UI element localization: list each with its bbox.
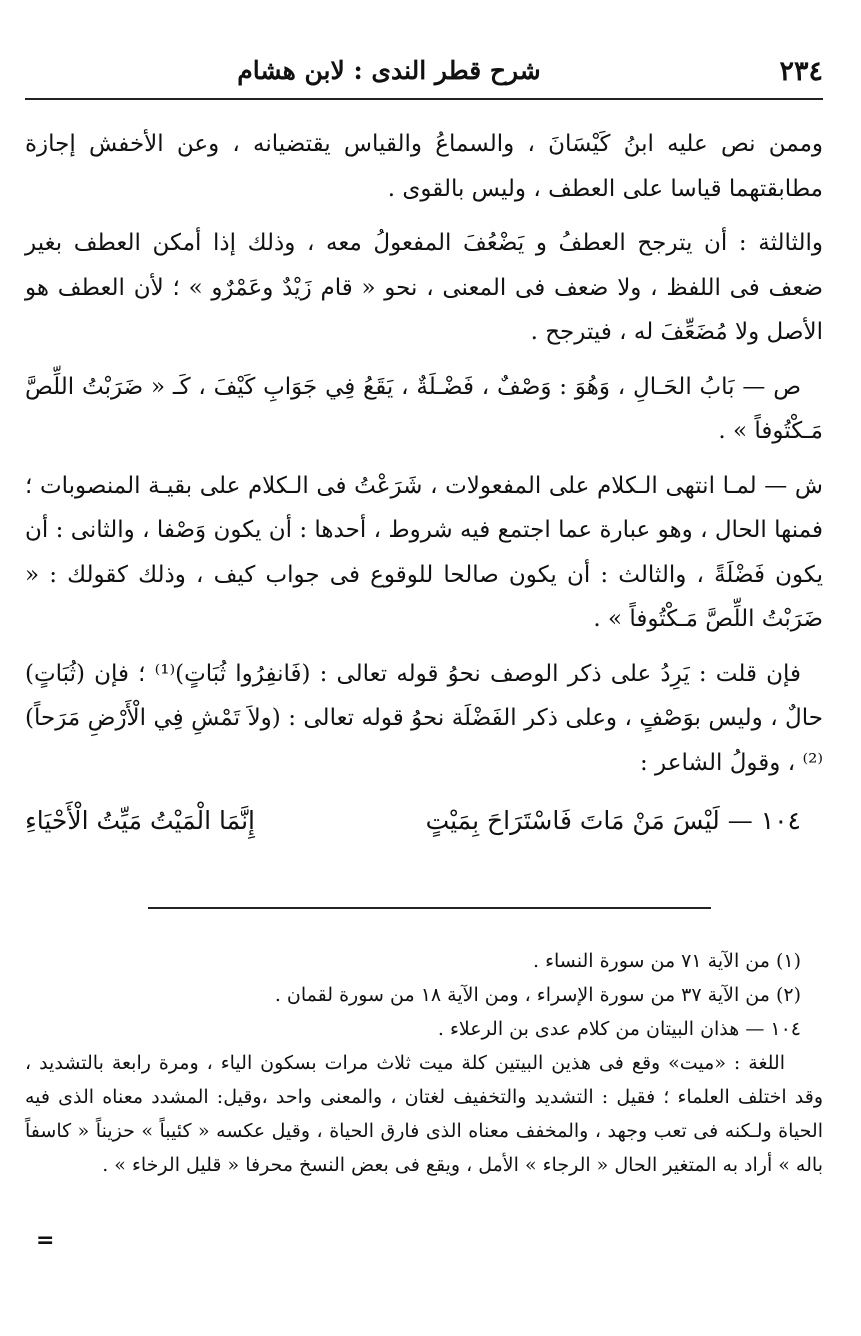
- footnote-verse-source: ١٠٤ — هذان البيتان من كلام عدى بن الرعلاء .: [437, 1018, 801, 1040]
- footnote-1: (١) من الآية ٧١ من سورة النساء .: [532, 950, 801, 972]
- footnote-rule: [148, 907, 711, 909]
- footnotes: [25, 944, 823, 1182]
- paragraph-1: وممن نص عليه ابنُ كَيْسَانَ ، والسماعُ والقياس يقتضيانه ، وعن الأخفش إجازة مطابقتهما قياسا على العطف ، وليس بالقوى .: [25, 131, 823, 202]
- main-text: [25, 122, 823, 844]
- verse-line: [25, 799, 823, 844]
- page-header: [25, 52, 823, 96]
- running-title: شرح قطر الندى : لابن هشام: [237, 56, 541, 85]
- footnote-gloss: اللغة : «ميت» وقع فى هذين البيتين كلة ميت ثلاث مرات بسكون الياء ، ومرة رابعة بالتشديد ، وقد اختلف العلماء ؛ فقيل : التشديد والتخفيف لغتان ، والمعنى واحد ،وقيل: المشدد معناه الذى فيه الحياة ولـكنه فى تعب وجهد ، والمخفف معناه الذى فارق الحياة ، وقيل عكسه « كئيباً » حزيناً « كاسفاً باله » أراد به المتغير الحال « الرجاء » الأمل ، ويقع فى بعض النسخ محرفا « قليل الرخاء » .: [25, 1052, 823, 1176]
- matn-heading-paragraph: ص — بَابُ الحَـالِ ، وَهُوَ : وَصْفٌ ، فَضْـلَةٌ ، يَقَعُ فِي جَوَابِ كَيْفَ ، كَـ « ضَرَبْتُ اللِّصَّ مَـكْتُوفاً » .: [25, 373, 823, 444]
- verse-first-hemistich: [426, 799, 801, 844]
- verse-number: ١٠٤ —: [727, 806, 801, 835]
- objection-paragraph: فإن قلت : يَرِدُ على ذكر الوصف نحوُ قوله تعالى : (فَانفِرُوا ثُبَاتٍ)⁽¹⁾ ؛ فإن (ثُبَاتٍ) حالٌ ، وليس بوَصْفٍ ، وعلى ذكر الفَضْلَة نحوُ قوله تعالى : (ولاَ تَمْشِ فِي الْأَرْضِ مَرَحاً)⁽²⁾ ، وقولُ الشاعر :: [25, 660, 823, 776]
- verse-second-hemistich: إِنَّمَا الْمَيْتُ مَيِّتُ الْأَحْيَاءِ: [25, 806, 255, 835]
- header-rule: [25, 98, 823, 100]
- verse-first-text: لَيْسَ مَنْ مَاتَ فَاسْتَرَاحَ بِمَيْتٍ: [425, 806, 720, 835]
- paragraph-2: والثالثة : أن يترجح العطفُ و يَضْعُفَ المفعولُ معه ، وذلك إذا أمكن العطف بغير ضعف فى اللفظ ، ولا ضعف فى المعنى ، نحو « قام زَيْدٌ وعَمْرٌو » ؛ لأن العطف هو الأصل ولا مُضَعِّفَ له ، فيترجح .: [25, 230, 823, 345]
- footnote-2: (٢) من الآية ٣٧ من سورة الإسراء ، ومن الآية ١٨ من سورة لقمان .: [274, 984, 801, 1006]
- page-number: ٢٣٤: [779, 56, 823, 87]
- sharh-paragraph: ش — لمـا انتهى الـكلام على المفعولات ، شَرَعْتُ فى الـكلام على بقيـة المنصوبات ؛ فمنها الحال ، وهو عبارة عما اجتمع فيه شروط ، أحدها : أن يكون وَصْفا ، والثانى : أن يكون فَضْلَةً ، والثالث : أن يكون صالحا للوقوع فى جواب كيف ، وذلك كقولك : « ضَرَبْتُ اللِّصَّ مَـكْتُوفاً » .: [25, 472, 823, 632]
- continuation-mark: =: [36, 1228, 55, 1253]
